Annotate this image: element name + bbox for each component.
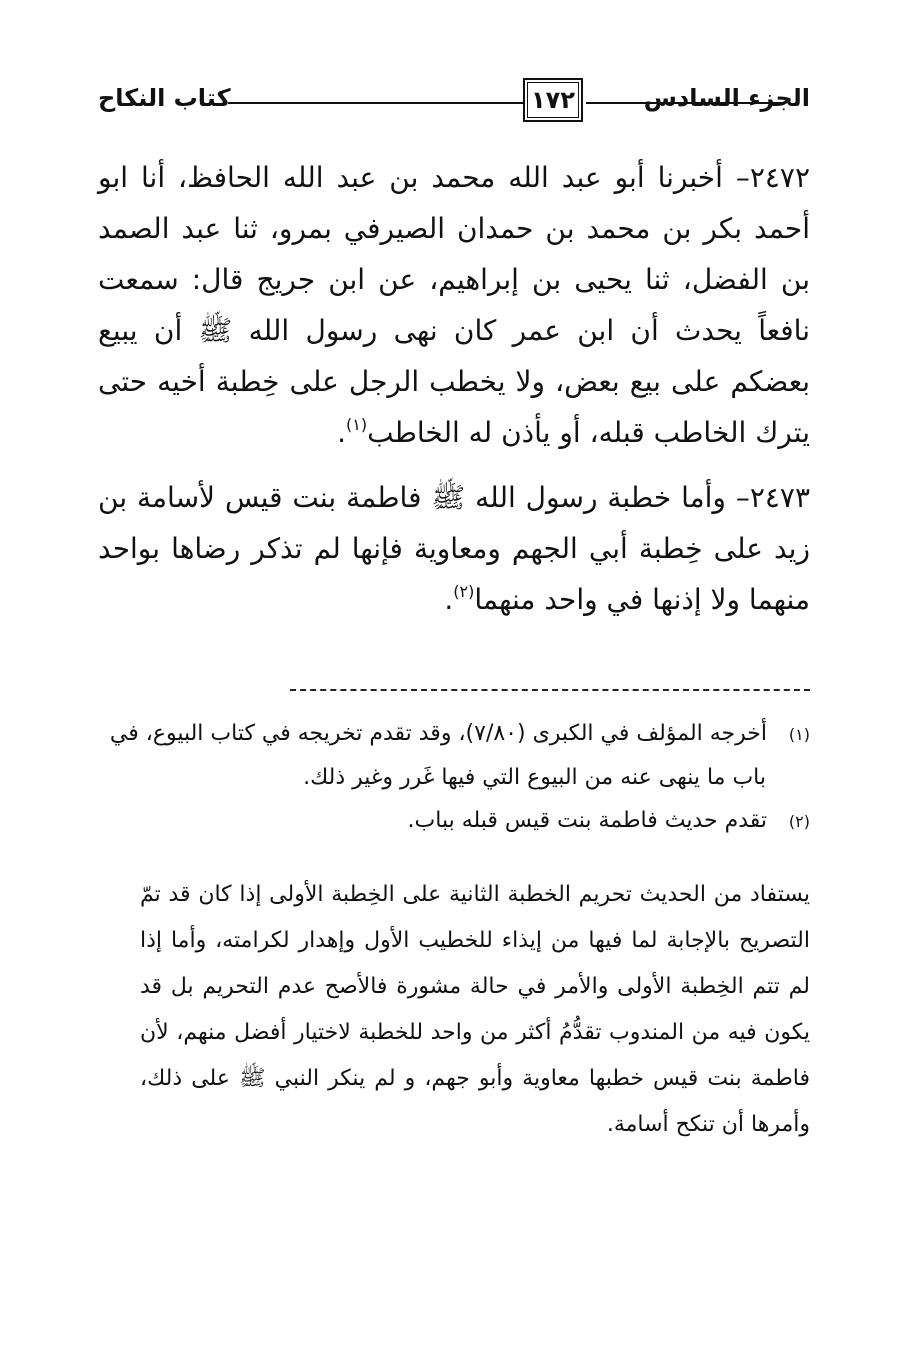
footnote-ref: (١) xyxy=(345,415,368,434)
commentary-text: يستفاد من الحديث تحريم الخطبة الثانية على الخِطبة الأولى إذا كان قد تمّ التصريح بالإجابة لما فيها من إيذاء للخطيب الأول وإهدار لكرامته، وأما إذا لم تتم الخِطبة الأولى والأمر في حالة مشورة فالأصح عدم التحريم بل قد يكون فيه من المندوب تقدُّمُ أكثر من واحد للخطبة لاختيار أفضل منهم، لأن فاطمة بنت قيس خطبها معاوية وأبو جهم، و لم ينكر النبي ﷺ على ذلك، وأمرها أن تنكح أسامة. xyxy=(140,882,810,1137)
footnote-ref: (٢) xyxy=(453,582,475,601)
volume-title: الجزء السادس xyxy=(643,84,810,112)
hadith-number: ٢٤٧٣ xyxy=(749,481,810,514)
hadith-end: . xyxy=(337,416,346,449)
footnote-separator xyxy=(290,689,810,691)
footnote-mark: (٢) xyxy=(788,812,810,831)
footnotes xyxy=(98,712,810,843)
footnote xyxy=(98,712,810,799)
footnote-text: تقدم حديث فاطمة بنت قيس قبله بباب. xyxy=(407,808,767,833)
footnote xyxy=(98,799,810,843)
running-header xyxy=(98,78,810,128)
hadith-number: ٢٤٧٢ xyxy=(749,161,810,194)
hadith-text: – أخبرنا أبو عبد الله محمد بن عبد الله الحافظ، أنا ابو أحمد بكر بن محمد بن حمدان الصيرفي بمرو، ثنا عبد الصمد بن الفضل، ثنا يحيى بن إبراهيم، عن ابن جريج قال: سمعت نافعاً يحدث أن ابن عمر كان نهى رسول الله ﷺ أن يبيع بعضكم على بيع بعض، ولا يخطب الرجل على خِطبة أخيه حتى يترك الخاطب قبله، أو يأذن له الخاطب xyxy=(98,161,810,449)
book-title: كتاب النكاح xyxy=(98,84,231,112)
hadith-text: – وأما خطبة رسول الله ﷺ فاطمة بنت قيس لأسامة بن زيد على خِطبة أبي الجهم ومعاوية فإنها لم تذكر رضاها بواحد منهما ولا إذنها في واحد منهما xyxy=(98,481,810,616)
page-number: ١٧٢ xyxy=(523,78,583,122)
footnote-text: أخرجه المؤلف في الكبرى (٧/٨٠)، وقد تقدم تخريجه في كتاب البيوع، في باب ما ينهى عنه من البيوع التي فيها غَرر وغير ذلك. xyxy=(109,721,767,790)
footnote-mark: (١) xyxy=(788,725,810,744)
hadith-paragraph xyxy=(98,152,810,458)
header-rule-left xyxy=(228,102,523,104)
main-text xyxy=(98,152,810,639)
hadith-end: . xyxy=(444,583,454,616)
hadith-paragraph xyxy=(98,472,810,625)
commentary xyxy=(140,872,810,1148)
